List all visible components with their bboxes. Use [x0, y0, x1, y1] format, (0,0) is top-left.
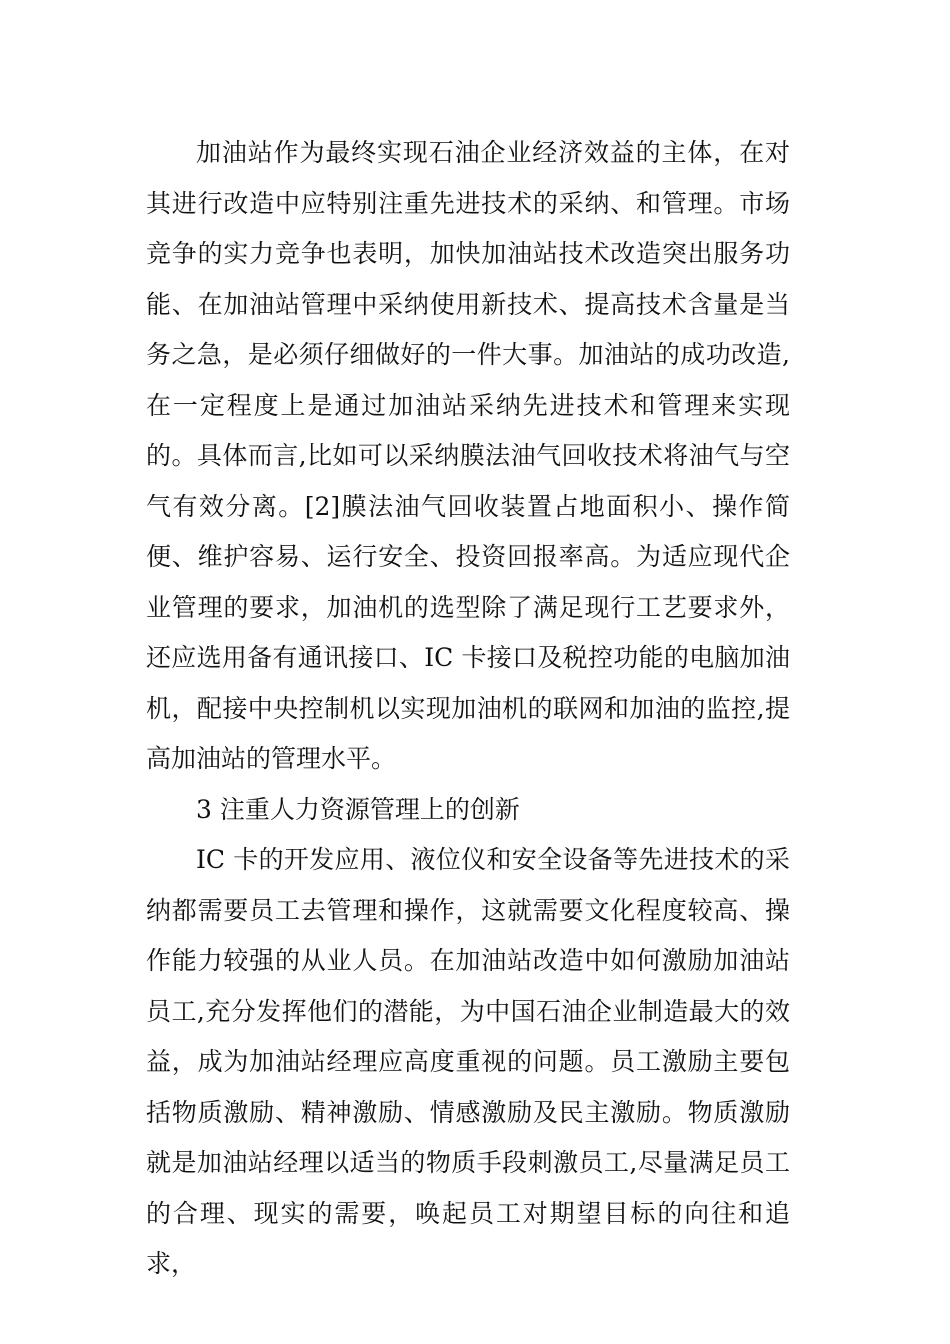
body-paragraph-1: 加油站作为最终实现石油企业经济效益的主体，在对其进行改造中应特别注重先进技术的采纳、和管理。市场竞争的实力竞争也表明，加快加油站技术改造突出服务功能、在加油站管理中采纳使用新技术、提高技术含量是当务之急，是必须仔细做好的一件大事。加油站的成功改造,在一定程度上是通过加油站采纳先进技术和管理来实现的。具体而言,比如可以采纳膜法油气回收技术将油气与空气有效分离。[2]膜法油气回收装置占地面积小、操作简便、维护容易、运行安全、投资回报率高。为适应现代企业管理的要求，加油机的选型除了满足现行工艺要求外，还应选用备有通讯接口、IC 卡接口及税控功能的电脑加油机，配接中央控制机以实现加油机的联网和加油的监控,提高加油站的管理水平。 [146, 138, 790, 773]
body-paragraph-2: IC 卡的开发应用、液位仪和安全设备等先进技术的采纳都需要员工去管理和操作，这就需要文化程度较高、操作能力较强的从业人员。在加油站改造中如何激励加油站员工,充分发挥他们的潜能，为中国石油企业制造最大的效益，成为加油站经理应高度重视的问题。员工激励主要包括物质激励、精神激励、情感激励及民主激励。物质激励就是加油站经理以适当的物质手段刺激员工,尽量满足员工的合理、现实的需要，唤起员工对期望目标的向往和追求， [146, 845, 790, 1278]
document-body [146, 128, 790, 1290]
section-heading: 3 注重人力资源管理上的创新 [196, 794, 520, 824]
